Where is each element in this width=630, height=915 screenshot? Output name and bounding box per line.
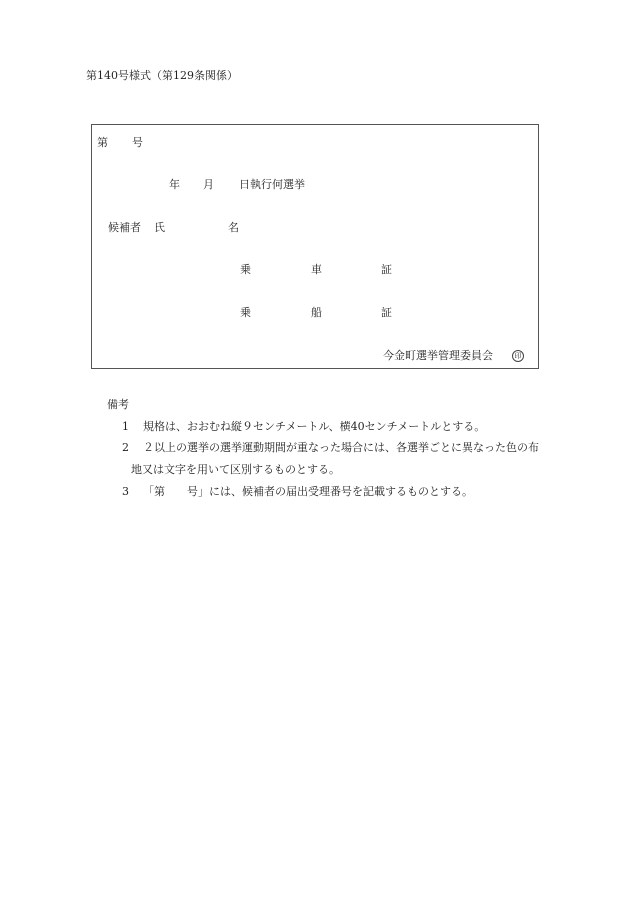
day-election-label: 日執行何選挙: [239, 178, 305, 191]
car-pass-char-1: 乗: [240, 263, 251, 276]
number-prefix: 第: [97, 136, 108, 149]
note-2-number: 2: [122, 441, 129, 454]
ship-pass-char-1: 乗: [240, 306, 251, 319]
note-3-number: 3: [122, 485, 129, 498]
name-mei-label: 名: [228, 221, 239, 234]
form-heading: 第140号様式（第129条関係）: [86, 69, 238, 82]
month-label: 月: [203, 178, 214, 191]
note-3-text: 「第 号」には、候補者の届出受理番号を記載するものとする。: [143, 485, 473, 498]
seal-mark: [510, 350, 524, 362]
car-pass-char-2: 車: [311, 263, 322, 276]
ship-pass-char-2: 船: [311, 306, 322, 319]
note-1-number: 1: [122, 420, 129, 433]
candidate-label: 候補者: [108, 221, 141, 234]
ship-pass-char-3: 証: [381, 306, 392, 319]
car-pass-char-3: 証: [381, 263, 392, 276]
certificate-form-box: [91, 124, 539, 369]
note-1-text: 規格は、おおむね縦９センチメートル、横40センチメートルとする。: [143, 420, 486, 433]
number-suffix: 号: [132, 136, 143, 149]
issuer-name: 今金町選挙管理委員会: [383, 349, 493, 362]
seal-icon: 印: [512, 350, 524, 362]
notes-title: 備考: [107, 398, 129, 411]
name-shi-label: 氏: [154, 221, 165, 234]
note-2-text-line-1: ２以上の選挙の選挙運動期間が重なった場合には、各選挙ごとに異なった色の布: [143, 441, 539, 454]
year-label: 年: [169, 178, 180, 191]
note-2-text-line-2: 地又は文字を用いて区別するものとする。: [131, 463, 340, 476]
